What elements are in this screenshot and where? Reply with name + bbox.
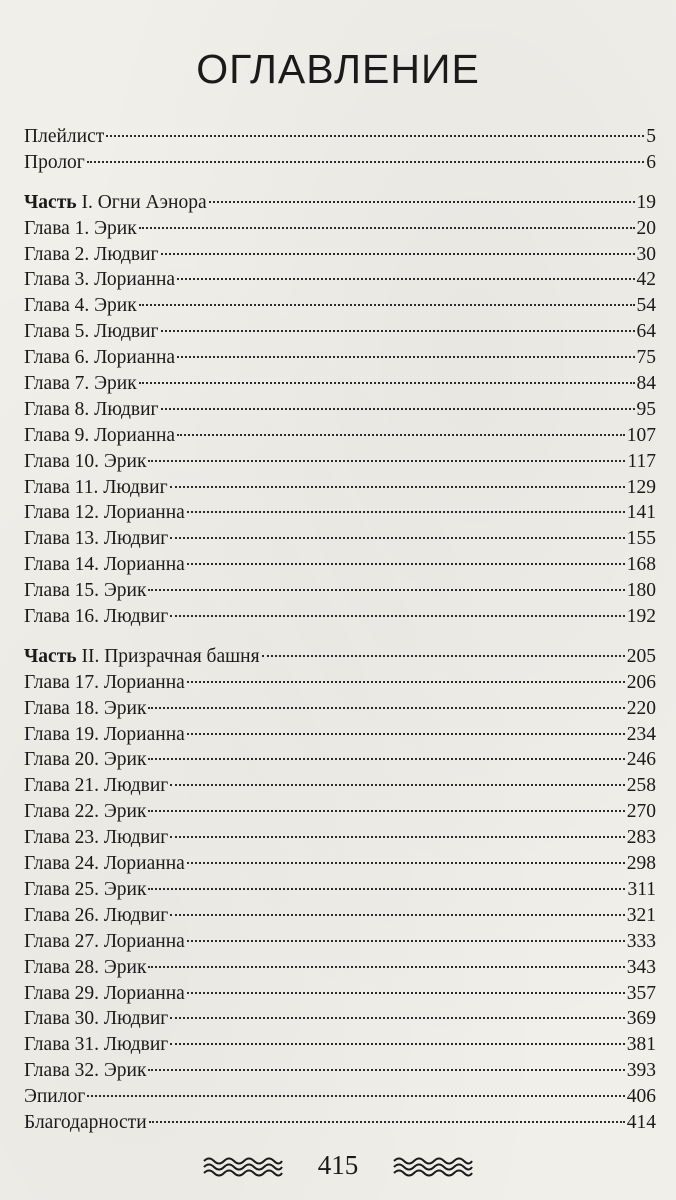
dot-leader [161,408,635,410]
dot-leader [187,511,625,513]
toc-entry-label: Глава 24. Лорианна [24,853,185,875]
toc-page-number: 205 [626,645,656,667]
toc-entry-label: Глава 28. Эрик [24,956,147,978]
toc-entry[interactable] [24,696,656,722]
toc-entry[interactable] [24,981,656,1007]
toc-entry-label: Глава 13. Людвиг [24,528,169,550]
dot-leader [209,201,635,203]
toc-entry-label: Глава 7. Эрик [24,373,137,395]
toc-entry[interactable] [24,851,656,877]
toc-entry-label: Глава 9. Лорианна [24,424,176,446]
toc-page-number: 30 [636,243,656,265]
toc-page-number: 258 [626,775,656,797]
dot-leader [187,681,625,683]
dot-leader [148,589,624,591]
toc-entry-label [24,190,207,216]
toc-page-number: 117 [627,450,656,472]
page-title: оглавление [196,31,480,96]
dot-leader [139,382,635,384]
toc-entry-label: Глава 26. Людвиг [24,904,169,926]
toc-part-entry[interactable] [24,644,656,670]
toc-entry[interactable] [24,293,656,319]
toc-entry-label: Глава 1. Эрик [24,217,137,239]
section-gap [24,176,656,190]
toc-entry-label: Глава 31. Людвиг [24,1034,169,1056]
toc-entry-label: Глава 29. Лорианна [24,982,185,1004]
dot-leader [148,707,624,709]
toc-page-number: 343 [626,956,656,978]
toc-entry[interactable] [24,449,656,475]
toc-page-number: 180 [626,580,656,602]
dot-leader [170,537,624,539]
toc-page-number: 234 [626,723,656,745]
dot-leader [139,304,635,306]
toc-entry[interactable] [24,825,656,851]
toc-page-number: 95 [636,398,656,420]
toc-entry[interactable] [24,267,656,293]
dot-leader [161,330,635,332]
toc-entry[interactable] [24,670,656,696]
toc-entry[interactable] [24,345,656,371]
toc-entry[interactable] [24,1084,656,1110]
toc-entry[interactable] [24,371,656,397]
toc-page-number: 5 [646,126,656,147]
dot-leader [87,1095,625,1097]
toc-entry[interactable] [24,397,656,423]
toc-entry[interactable] [24,604,656,630]
toc-entry[interactable] [24,500,656,526]
toc-entry-label: Глава 16. Людвиг [24,606,169,628]
toc-entry[interactable] [24,722,656,748]
dot-leader [148,966,624,968]
toc-entry-label: Глава 4. Эрик [24,295,137,317]
dot-leader [170,1017,624,1019]
toc-page-number: 414 [626,1111,656,1133]
dot-leader [187,940,625,942]
toc-entry[interactable] [24,773,656,799]
toc-page-number: 283 [626,827,656,849]
toc-page-number: 6 [646,151,656,173]
toc-entry-label: Глава 2. Людвиг [24,243,159,265]
toc-entry[interactable] [24,124,656,150]
toc-entry-label: Плейлист [24,126,105,147]
dot-leader [149,1121,625,1123]
toc-entry-label: Глава 22. Эрик [24,801,147,823]
toc-entry-label: Пролог [24,151,85,173]
part-title: II. Призрачная башня [76,645,260,667]
toc-entry[interactable] [24,319,656,345]
dot-leader [148,758,624,760]
part-title: I. Огни Аэнора [76,191,207,213]
toc-entry[interactable] [24,1110,656,1136]
toc-page-number: 84 [636,373,656,395]
page-footer [0,1150,676,1181]
toc-entry-label: Глава 21. Людвиг [24,775,169,797]
toc-page-number: 246 [626,749,656,771]
toc-page-number: 192 [626,606,656,628]
toc-entry-label: Глава 5. Людвиг [24,321,159,343]
toc-page-number: 107 [626,424,656,446]
part-prefix: Часть [24,645,77,667]
toc-page-number: 20 [636,217,656,239]
wave-ornament-icon [392,1155,474,1177]
dot-leader [106,135,644,137]
toc-page-number: 333 [626,930,656,952]
dot-leader [170,486,625,488]
toc-entry-label: Глава 12. Лорианна [24,502,185,524]
dot-leader [170,1043,624,1045]
dot-leader [87,161,644,163]
toc-entry-label: Глава 11. Людвиг [24,476,168,498]
toc-entry-label: Глава 3. Лорианна [24,269,176,291]
toc-entry-label: Глава 20. Эрик [24,749,147,771]
toc-entry[interactable] [24,526,656,552]
toc-entry[interactable] [24,799,656,825]
toc-entry-label: Глава 32. Эрик [24,1060,147,1082]
toc-entry[interactable] [24,475,656,501]
toc-entry-label: Глава 19. Лорианна [24,723,185,745]
toc-entry[interactable] [24,216,656,242]
toc-page-number: 129 [626,476,656,498]
dot-leader [170,615,624,617]
toc-entry[interactable] [24,929,656,955]
toc-entry-label: Глава 25. Эрик [24,878,147,900]
toc-entry[interactable] [24,242,656,268]
toc-page-number: 155 [626,528,656,550]
toc-page-number: 406 [626,1086,656,1108]
toc-entry[interactable] [24,903,656,929]
dot-leader [170,914,624,916]
toc-page-number: 270 [626,801,656,823]
table-of-contents [24,124,656,1136]
toc-entry-label: Глава 15. Эрик [24,580,147,602]
toc-entry[interactable] [24,747,656,773]
toc-page-number: 75 [636,347,656,369]
toc-entry[interactable] [24,1032,656,1058]
toc-entry-label: Глава 30. Людвиг [24,1008,169,1030]
dot-leader [170,836,624,838]
toc-page-number: 168 [626,554,656,576]
toc-page-number: 19 [636,191,656,213]
toc-entry-label: Глава 6. Лорианна [24,347,176,369]
toc-page-number: 393 [626,1060,656,1082]
toc-entry[interactable] [24,1006,656,1032]
toc-page-number: 321 [626,904,656,926]
wave-ornament-icon [202,1155,284,1177]
toc-entry-label: Глава 18. Эрик [24,697,147,719]
dot-leader [139,227,635,229]
toc-entry-label: Эпилог [24,1086,86,1108]
dot-leader [177,278,634,280]
toc-entry-label: Глава 8. Людвиг [24,398,159,420]
toc-entry-label: Глава 10. Эрик [24,450,147,472]
toc-entry-label: Глава 27. Лорианна [24,930,185,952]
toc-part-entry[interactable] [24,190,656,216]
toc-page-number: 64 [636,321,656,343]
dot-leader [148,888,625,890]
toc-entry[interactable] [24,1058,656,1084]
toc-entry-label [24,644,260,670]
toc-page-number: 369 [626,1008,656,1030]
toc-entry-label: Глава 17. Лорианна [24,671,185,693]
dot-leader [187,862,625,864]
toc-page-number: 381 [626,1034,656,1056]
toc-entry[interactable] [24,955,656,981]
dot-leader [177,356,634,358]
toc-entry-label: Благодарности [24,1111,147,1133]
toc-entry-label: Глава 14. Лорианна [24,554,185,576]
toc-entry[interactable] [24,552,656,578]
dot-leader [148,810,624,812]
toc-page-number: 220 [626,697,656,719]
dot-leader [148,460,625,462]
toc-entry[interactable] [24,578,656,604]
toc-page-number: 141 [626,502,656,524]
toc-page-number: 298 [626,853,656,875]
section-gap [24,630,656,644]
dot-leader [262,655,625,657]
dot-leader [170,784,624,786]
toc-page-number: 42 [636,269,656,291]
dot-leader [187,992,625,994]
toc-entry[interactable] [24,150,656,176]
toc-entry-label: Глава 23. Людвиг [24,827,169,849]
toc-page-number: 54 [636,295,656,317]
toc-page-number: 206 [626,671,656,693]
dot-leader [187,563,625,565]
toc-page-number: 357 [626,982,656,1004]
toc-entry[interactable] [24,877,656,903]
part-prefix: Часть [24,191,77,213]
toc-entry[interactable] [24,423,656,449]
dot-leader [161,253,635,255]
dot-leader [177,434,625,436]
dot-leader [148,1069,624,1071]
page-number: 415 [317,1150,359,1180]
dot-leader [187,733,625,735]
toc-page-number: 311 [627,878,656,900]
